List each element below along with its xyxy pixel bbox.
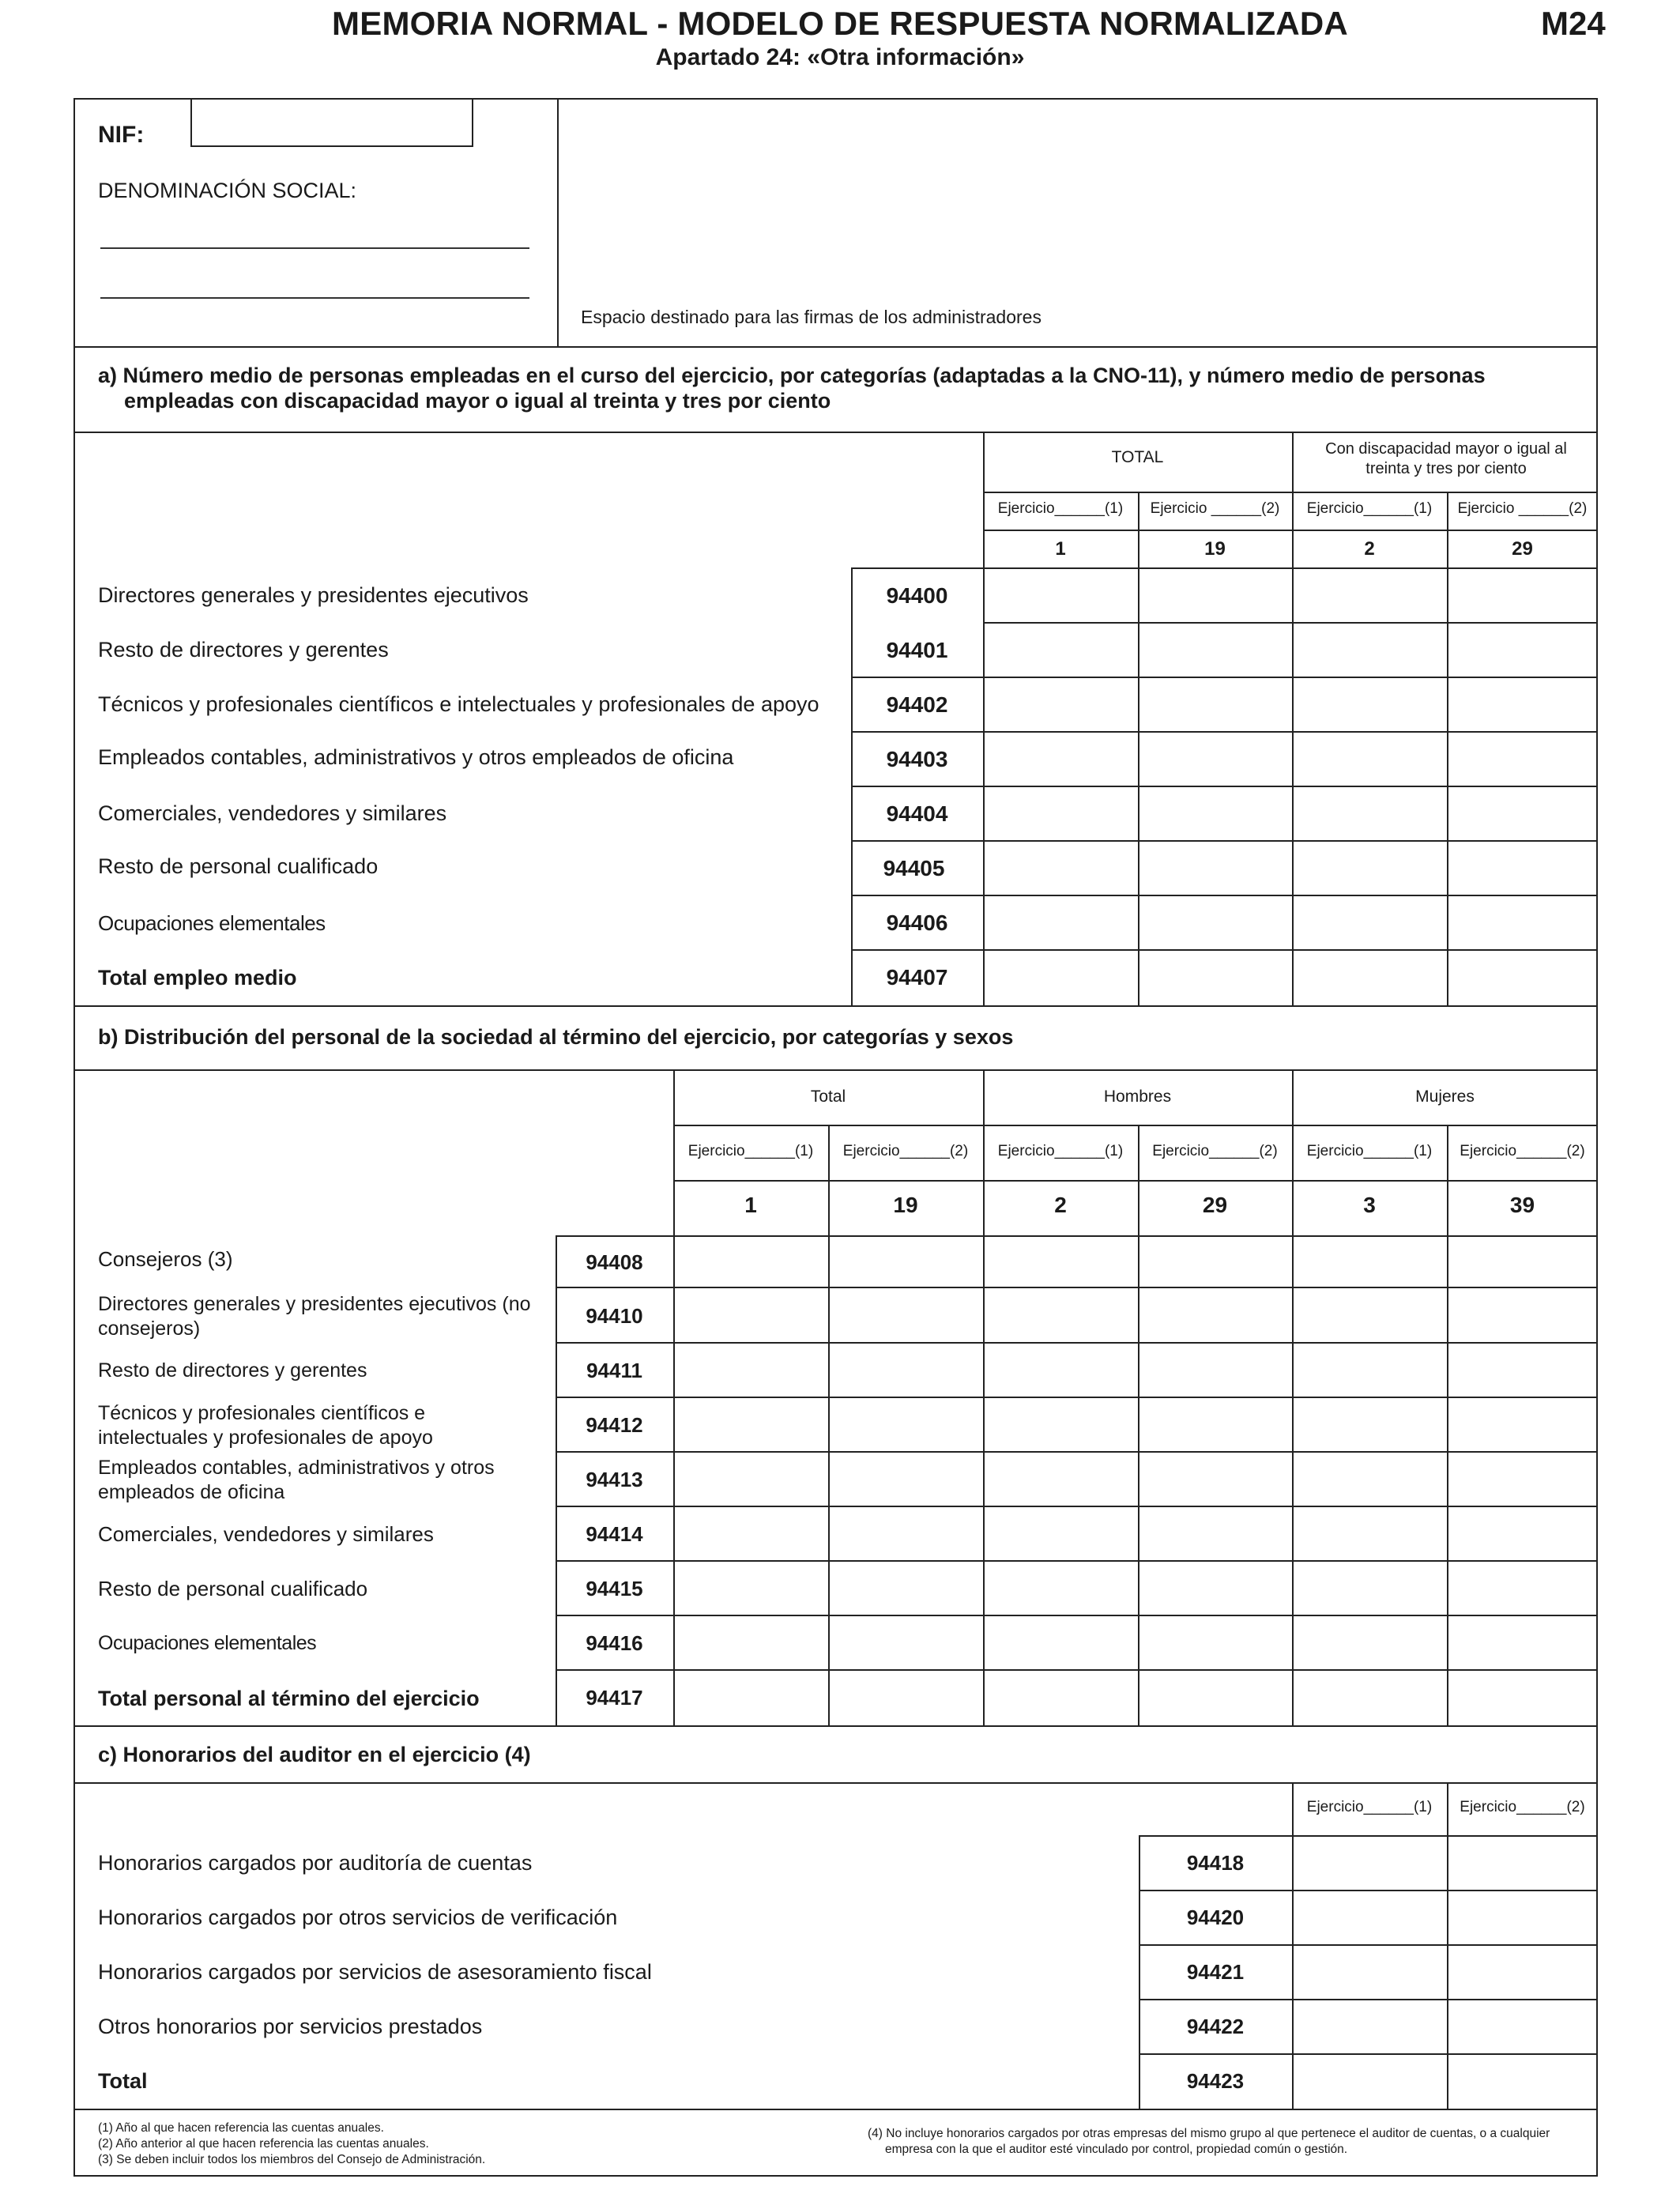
a-row-label-total: Total empleo medio (98, 966, 297, 990)
b-row-code: 94410 (586, 1304, 643, 1328)
b-entry-cell[interactable] (1294, 1672, 1445, 1724)
b-entry-cell[interactable] (676, 1672, 827, 1724)
a-entry-cell[interactable] (1449, 788, 1596, 839)
footnote-2: (2) Año anterior al que hacen referencia las cuentas anuales. (98, 2137, 429, 2151)
b-entry-cell[interactable] (1449, 1563, 1596, 1613)
a-row-code: 94401 (886, 638, 948, 662)
b-entry-cell[interactable] (1140, 1399, 1290, 1449)
b-entry-cell[interactable] (676, 1399, 827, 1449)
b-row-label: Técnicos y profesionales científicos e intelectuales y profesionales de apoyo (98, 1402, 433, 1449)
b-entry-cell[interactable] (985, 1399, 1136, 1449)
a-col-header: Ejercicio______(1) (997, 500, 1124, 517)
a-col-header: Ejercicio______(1) (1306, 500, 1433, 517)
b-row-code: 94415 (586, 1577, 643, 1600)
c-row-label-total: Total (98, 2069, 148, 2093)
b-entry-cell[interactable] (676, 1563, 827, 1613)
a-entry-cell[interactable] (1140, 897, 1290, 948)
b-row-label: Ocupaciones elementales (98, 1632, 317, 1654)
b-row-label: Resto de personal cualificado (98, 1577, 368, 1600)
b-row-label: Consejeros (3) (98, 1247, 233, 1271)
c-row-code: 94422 (1186, 2015, 1245, 2038)
b-entry-cell[interactable] (1294, 1344, 1445, 1395)
a-entry-cell[interactable] (985, 843, 1136, 893)
b-col-number: 39 (1509, 1193, 1535, 1217)
a-row-code: 94400 (886, 583, 948, 608)
c-entry-cell[interactable] (1449, 1947, 1596, 1997)
b-entry-cell[interactable] (1449, 1453, 1596, 1504)
a-entry-cell[interactable] (1140, 788, 1290, 839)
c-row-label: Honorarios cargados por auditoría de cuentas (98, 1851, 533, 1875)
footnote-4: (4) No incluye honorarios cargados por otras empresas del mismo grupo al que pertenece el auditor de cuentas, o a cualquier empresa con la que el auditor esté vinculado por control, propiedad común o gestión. (868, 2127, 1550, 2156)
denominacion-line-1[interactable] (100, 247, 529, 249)
b-entry-cell[interactable] (1140, 1672, 1290, 1724)
a-entry-cell[interactable] (985, 679, 1136, 729)
c-row-code: 94421 (1186, 1960, 1245, 1984)
a-entry-cell[interactable] (1449, 952, 1596, 1004)
b-entry-cell[interactable] (1449, 1289, 1596, 1340)
b-entry-cell[interactable] (985, 1617, 1136, 1668)
section-a-title: a) Número medio de personas empleadas en el curso del ejercicio, por categorías (adaptadas a la CNO-11), y número medio de personas empleadas con discapacidad mayor o igual al treinta y tres por ciento (98, 364, 1486, 413)
c-entry-cell[interactable] (1294, 1892, 1445, 1943)
b-row-code: 94412 (586, 1413, 643, 1437)
b-row-label: Resto de directores y gerentes (98, 1359, 367, 1382)
a-entry-cell[interactable] (1140, 952, 1290, 1004)
section-c-title: c) Honorarios del auditor en el ejercicio (4) (98, 1743, 531, 1766)
nif-field[interactable] (190, 98, 473, 147)
a-col-number: 19 (1204, 538, 1226, 560)
denominacion-line-2[interactable] (100, 297, 529, 299)
a-row-label: Empleados contables, administrativos y otros empleados de oficina (98, 745, 734, 769)
b-entry-cell[interactable] (1294, 1238, 1445, 1285)
a-group-total: TOTAL (1111, 448, 1164, 466)
b-entry-cell[interactable] (985, 1238, 1136, 1285)
b-col-number: 19 (893, 1193, 918, 1217)
b-entry-cell[interactable] (1449, 1399, 1596, 1449)
a-entry-cell[interactable] (985, 952, 1136, 1004)
a-col-header: Ejercicio ______(2) (1457, 500, 1588, 517)
a-col-number: 29 (1512, 538, 1533, 560)
a-entry-cell[interactable] (1449, 679, 1596, 729)
b-group-hombres: Hombres (1103, 1088, 1172, 1106)
b-group-total: Total (810, 1088, 846, 1106)
b-row-code: 94408 (586, 1250, 643, 1274)
c-entry-cell[interactable] (1294, 1838, 1445, 1888)
a-row-code: 94407 (886, 965, 948, 990)
b-entry-cell[interactable] (1140, 1289, 1290, 1340)
c-row-code: 94420 (1186, 1906, 1245, 1929)
a-row-code: 94406 (886, 910, 948, 935)
a-group-disc: Con discapacidad mayor o igual al treinta y tres por ciento (1325, 440, 1567, 477)
footnote-3: (3) Se deben incluir todos los miembros del Consejo de Administración. (98, 2153, 486, 2166)
b-col-number: 3 (1363, 1193, 1376, 1217)
form-subtitle: Apartado 24: «Otra información» (655, 44, 1025, 70)
c-row-code: 94418 (1186, 1851, 1245, 1875)
a-entry-cell[interactable] (1140, 679, 1290, 729)
a-entry-cell[interactable] (1294, 843, 1445, 893)
a-row-label: Directores generales y presidentes ejecutivos (98, 583, 529, 607)
b-col-header: Ejercicio______(2) (842, 1143, 969, 1159)
b-entry-cell[interactable] (831, 1672, 981, 1724)
a-col-number: 1 (1055, 538, 1066, 560)
a-entry-cell[interactable] (1140, 843, 1290, 893)
b-entry-cell[interactable] (1140, 1563, 1290, 1613)
a-row-label: Resto de personal cualificado (98, 854, 379, 878)
a-row-label: Técnicos y profesionales científicos e intelectuales y profesionales de apoyo (98, 692, 819, 716)
c-entry-cell[interactable] (1294, 1947, 1445, 1997)
a-entry-cell[interactable] (1294, 952, 1445, 1004)
b-col-number: 2 (1054, 1193, 1067, 1217)
b-row-code: 94413 (586, 1468, 643, 1491)
section-b-title: b) Distribución del personal de la sociedad al término del ejercicio, por categorías y sexos (98, 1025, 1014, 1049)
c-entry-cell[interactable] (1294, 2056, 1445, 2107)
b-row-label: Empleados contables, administrativos y otros empleados de oficina (98, 1457, 495, 1503)
b-col-header: Ejercicio______(1) (687, 1143, 814, 1159)
a-entry-cell[interactable] (1449, 843, 1596, 893)
b-entry-cell[interactable] (1449, 1238, 1596, 1285)
a-entry-cell[interactable] (1449, 570, 1596, 620)
b-entry-cell[interactable] (1294, 1617, 1445, 1668)
footnote-1: (1) Año al que hacen referencia las cuentas anuales. (98, 2121, 384, 2135)
b-entry-cell[interactable] (1294, 1508, 1445, 1559)
a-entry-cell[interactable] (1449, 624, 1596, 675)
b-entry-cell[interactable] (985, 1289, 1136, 1340)
b-col-header: Ejercicio______(1) (997, 1143, 1124, 1159)
footnotes-left (98, 2120, 809, 2168)
signature-area[interactable] (559, 100, 1596, 346)
b-entry-cell[interactable] (985, 1344, 1136, 1395)
a-row-code: 94404 (886, 801, 948, 826)
b-entry-cell[interactable] (1294, 1453, 1445, 1504)
a-row-label: Resto de directores y gerentes (98, 638, 389, 662)
b-entry-cell[interactable] (1294, 1399, 1445, 1449)
b-entry-cell[interactable] (676, 1508, 827, 1559)
c-row-label: Otros honorarios por servicios prestados (98, 2015, 483, 2038)
a-entry-cell[interactable] (1294, 897, 1445, 948)
b-entry-cell[interactable] (676, 1238, 827, 1285)
b-row-label: Comerciales, vendedores y similares (98, 1522, 434, 1546)
b-entry-cell[interactable] (985, 1672, 1136, 1724)
a-entry-cell[interactable] (985, 733, 1136, 784)
a-entry-cell[interactable] (1140, 624, 1290, 675)
b-entry-cell[interactable] (985, 1563, 1136, 1613)
a-row-code: 94402 (886, 692, 948, 717)
a-row-code: 94405 (883, 856, 945, 880)
b-entry-cell[interactable] (676, 1453, 827, 1504)
b-row-code: 94416 (586, 1631, 643, 1655)
b-entry-cell[interactable] (1294, 1563, 1445, 1613)
b-entry-cell[interactable] (831, 1344, 981, 1395)
b-entry-cell[interactable] (831, 1399, 981, 1449)
a-entry-cell[interactable] (1294, 570, 1445, 620)
a-entry-cell[interactable] (1449, 733, 1596, 784)
b-entry-cell[interactable] (676, 1289, 827, 1340)
c-entry-cell[interactable] (1449, 2001, 1596, 2052)
b-entry-cell[interactable] (676, 1617, 827, 1668)
b-row-code: 94411 (586, 1359, 642, 1382)
b-row-label: Directores generales y presidentes ejecutivos (no consejeros) (98, 1293, 531, 1340)
a-entry-cell[interactable] (985, 897, 1136, 948)
b-entry-cell[interactable] (831, 1563, 981, 1613)
b-entry-cell[interactable] (831, 1289, 981, 1340)
b-row-label-total: Total personal al término del ejercicio (98, 1687, 480, 1710)
nif-label: NIF: (98, 122, 145, 148)
b-entry-cell[interactable] (985, 1453, 1136, 1504)
b-entry-cell[interactable] (1449, 1508, 1596, 1559)
signature-note: Espacio destinado para las firmas de los administradores (581, 307, 1042, 327)
a-entry-cell[interactable] (985, 624, 1136, 675)
b-entry-cell[interactable] (1140, 1508, 1290, 1559)
a-entry-cell[interactable] (1294, 624, 1445, 675)
c-entry-cell[interactable] (1294, 2001, 1445, 2052)
b-col-number: 29 (1202, 1193, 1228, 1217)
a-row-label: Ocupaciones elementales (98, 911, 326, 935)
a-entry-cell[interactable] (1140, 570, 1290, 620)
c-col-header: Ejercicio______(2) (1460, 1799, 1585, 1815)
c-row-code: 94423 (1186, 2069, 1245, 2093)
b-entry-cell[interactable] (985, 1508, 1136, 1559)
form-title: MEMORIA NORMAL - MODELO DE RESPUESTA NORMALIZADA (332, 5, 1348, 42)
b-row-code: 94417 (586, 1686, 643, 1710)
a-entry-cell[interactable] (1140, 733, 1290, 784)
b-col-header: Ejercicio______(1) (1306, 1143, 1433, 1159)
b-entry-cell[interactable] (1449, 1672, 1596, 1724)
b-entry-cell[interactable] (676, 1344, 827, 1395)
c-entry-cell[interactable] (1449, 2056, 1596, 2107)
a-entry-cell[interactable] (985, 788, 1136, 839)
a-entry-cell[interactable] (985, 570, 1136, 620)
b-entry-cell[interactable] (1140, 1453, 1290, 1504)
c-row-label: Honorarios cargados por servicios de asesoramiento fiscal (98, 1960, 652, 1984)
form-code: M24 (1541, 5, 1606, 42)
b-entry-cell[interactable] (1140, 1344, 1290, 1395)
b-entry-cell[interactable] (1449, 1344, 1596, 1395)
b-entry-cell[interactable] (1140, 1238, 1290, 1285)
c-entry-cell[interactable] (1449, 1892, 1596, 1943)
b-col-header: Ejercicio______(2) (1460, 1143, 1585, 1159)
a-entry-cell[interactable] (1294, 733, 1445, 784)
a-col-header: Ejercicio ______(2) (1150, 500, 1280, 517)
b-entry-cell[interactable] (1140, 1617, 1290, 1668)
b-entry-cell[interactable] (1449, 1617, 1596, 1668)
a-entry-cell[interactable] (1294, 788, 1445, 839)
b-entry-cell[interactable] (1294, 1289, 1445, 1340)
b-col-number: 1 (744, 1193, 757, 1217)
c-row-label: Honorarios cargados por otros servicios de verificación (98, 1906, 618, 1929)
b-row-code: 94414 (586, 1522, 643, 1546)
a-entry-cell[interactable] (1294, 679, 1445, 729)
b-entry-cell[interactable] (831, 1453, 981, 1504)
a-row-label: Comerciales, vendedores y similares (98, 801, 447, 825)
c-col-header: Ejercicio______(1) (1306, 1799, 1433, 1815)
a-row-code: 94403 (886, 747, 948, 771)
b-group-mujeres: Mujeres (1415, 1088, 1475, 1106)
c-entry-cell[interactable] (1449, 1838, 1596, 1888)
b-col-header: Ejercicio______(2) (1152, 1143, 1278, 1159)
b-entry-cell[interactable] (831, 1238, 981, 1285)
denominacion-label: DENOMINACIÓN SOCIAL: (98, 179, 357, 202)
a-col-number: 2 (1364, 538, 1375, 560)
b-entry-cell[interactable] (831, 1617, 981, 1668)
b-entry-cell[interactable] (831, 1508, 981, 1559)
a-entry-cell[interactable] (1449, 897, 1596, 948)
